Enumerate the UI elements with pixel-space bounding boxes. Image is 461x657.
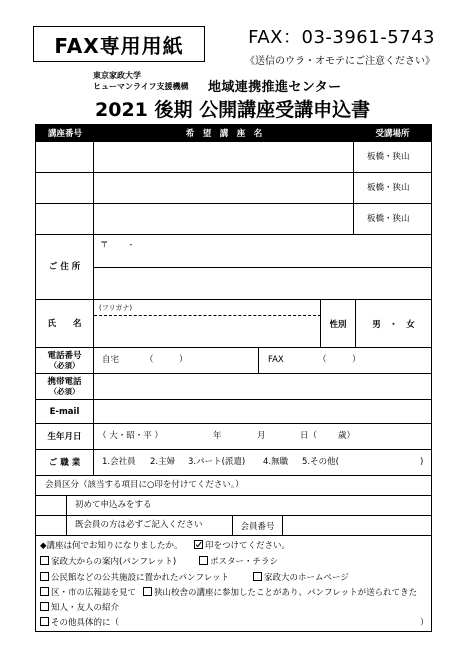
checked-box-icon bbox=[194, 540, 203, 549]
referral-option bbox=[40, 617, 119, 629]
referral-option-label: その他具体的に（ bbox=[51, 618, 120, 628]
age-unit: 歳） bbox=[338, 431, 356, 441]
checkbox-icon bbox=[40, 572, 49, 581]
venue-options: 板橋・狭山 bbox=[367, 183, 410, 193]
occupation-option: 1.会社員 bbox=[102, 457, 136, 467]
referral-option-label: 知人・友人の紹介 bbox=[51, 603, 120, 613]
year-unit: 年 bbox=[213, 431, 222, 441]
birthdate-label-text: 生年月日 bbox=[47, 431, 82, 442]
furigana-label: (フリガナ) bbox=[99, 304, 133, 312]
venue-options: 板橋・狭山 bbox=[367, 152, 410, 162]
address-label-text: ご 住 所 bbox=[48, 262, 81, 272]
membership-heading-row bbox=[36, 476, 431, 496]
gender-label: 性別 bbox=[321, 300, 356, 347]
referral-option-label: 公民館などの公共施設に置かれたパンフレット bbox=[51, 573, 230, 583]
referral-option bbox=[199, 556, 278, 568]
column-header-venue: 受講場所 bbox=[375, 129, 410, 139]
postal-mark: 〒 bbox=[100, 240, 109, 250]
name-label-text: 氏 名 bbox=[47, 318, 82, 329]
occupation-option: 2.主婦 bbox=[150, 457, 176, 467]
day-unit: 日（ bbox=[300, 431, 318, 441]
referral-option bbox=[40, 572, 229, 584]
fax-number: FAX：03-3961-5743 bbox=[248, 27, 435, 48]
first-time-mark-cell bbox=[36, 496, 67, 515]
occupation-other-close: ) bbox=[420, 457, 424, 467]
address-row bbox=[36, 235, 431, 300]
org-university: 東京家政大学 bbox=[93, 71, 141, 80]
column-header-course-number: 講座番号 bbox=[47, 129, 82, 139]
referral-other-close: ） bbox=[420, 618, 429, 628]
referral-option bbox=[40, 587, 136, 599]
gender-options: 男 ・ 女 bbox=[372, 319, 415, 330]
postal-code-field bbox=[100, 239, 132, 251]
application-table bbox=[35, 124, 432, 632]
fax-notice: 《送信のウラ・オモテにご注意ください》 bbox=[245, 56, 435, 67]
phone-divider-line bbox=[258, 348, 259, 373]
month-unit: 月 bbox=[257, 431, 266, 441]
member-number-label: 会員番号 bbox=[232, 516, 283, 535]
course-number-cell bbox=[36, 173, 94, 203]
referral-question: ◆講座は何でお知りになりましたか。 bbox=[40, 541, 183, 551]
table-header-row bbox=[36, 125, 431, 142]
occupation-option: 5.その他( bbox=[302, 457, 339, 467]
venue-options: 板橋・狭山 bbox=[367, 214, 410, 224]
referral-option bbox=[40, 556, 176, 568]
org-center: 地域連携推進センター bbox=[208, 80, 342, 95]
first-time-row bbox=[36, 496, 431, 516]
phone-label bbox=[36, 348, 94, 373]
checkbox-icon bbox=[143, 587, 152, 596]
birthdate-label bbox=[36, 424, 94, 449]
email-row bbox=[36, 400, 431, 424]
course-number-cell bbox=[36, 204, 94, 234]
occupation-option: 4.無職 bbox=[263, 457, 289, 467]
era-options: （ 大・昭・平 ） bbox=[98, 431, 163, 441]
postal-dash: - bbox=[129, 240, 133, 250]
fax-area-code-parens: （ ） bbox=[318, 355, 361, 365]
referral-option-label: 家政大からの案内(パンフレット) bbox=[51, 557, 177, 567]
fax-only-label: FAX専用用紙 bbox=[33, 26, 205, 62]
course-row bbox=[36, 204, 431, 235]
course-name-cell bbox=[94, 173, 354, 203]
referral-instruction-text: 印をつけてください。 bbox=[205, 541, 291, 551]
home-area-code-parens: （ ） bbox=[145, 355, 188, 365]
course-name-cell bbox=[94, 204, 354, 234]
fax-phone-label: FAX bbox=[268, 355, 284, 365]
column-header-course-name: 希 望 講 座 名 bbox=[185, 129, 263, 139]
referral-option-label: ポスター・チラシ bbox=[210, 557, 279, 567]
name-row bbox=[36, 300, 431, 348]
phone-required-note: （必須） bbox=[49, 360, 80, 370]
org-institute: ヒューマンライフ支援機構 bbox=[93, 82, 189, 91]
course-row bbox=[36, 142, 431, 173]
phone-row bbox=[36, 348, 431, 374]
mobile-required-note: （必須） bbox=[49, 386, 80, 396]
membership-heading: 会員区分（該当する項目に○印を付けてください。） bbox=[45, 480, 244, 490]
referral-option-label: 家政大のホームページ bbox=[264, 573, 349, 583]
occupation-label-text: ご 職 業 bbox=[48, 457, 81, 468]
phone-label-text: 電話番号 bbox=[47, 350, 82, 361]
email-label bbox=[36, 400, 94, 423]
existing-member-label: 既会員の方は必ずご記入ください bbox=[75, 520, 203, 530]
checkbox-icon bbox=[40, 602, 49, 611]
referral-option bbox=[40, 602, 119, 614]
referral-option-label: 区・市の広報誌を見て bbox=[51, 588, 137, 598]
course-row bbox=[36, 173, 431, 204]
mobile-label bbox=[36, 374, 94, 399]
referral-option-label: 狭山校舎の講座に参加したことがあり、パンフレットが送られてきた bbox=[154, 588, 418, 598]
furigana-divider-line bbox=[94, 315, 321, 316]
checkbox-icon bbox=[40, 556, 49, 565]
checkbox-icon bbox=[199, 556, 208, 565]
occupation-option: 3.パート(派遣) bbox=[188, 457, 246, 467]
existing-member-mark-cell bbox=[36, 516, 67, 535]
checkbox-icon bbox=[40, 617, 49, 626]
first-time-label: 初めて申込みをする bbox=[75, 500, 152, 510]
home-phone-label: 自宅 bbox=[102, 355, 120, 365]
occupation-row bbox=[36, 450, 431, 476]
email-label-text: E-mail bbox=[49, 406, 80, 417]
referral-section bbox=[36, 536, 431, 631]
name-label bbox=[36, 300, 94, 347]
form-title: 2021 後期 公開講座受講申込書 bbox=[95, 99, 371, 121]
referral-instruction bbox=[194, 540, 290, 552]
course-number-cell bbox=[36, 142, 94, 172]
address-divider-line bbox=[94, 267, 431, 268]
existing-member-row bbox=[36, 516, 431, 536]
checkbox-icon bbox=[253, 572, 262, 581]
mobile-label-text: 携帯電話 bbox=[47, 376, 82, 387]
birthdate-row bbox=[36, 424, 431, 450]
occupation-label bbox=[36, 450, 94, 475]
mobile-row bbox=[36, 374, 431, 400]
address-label bbox=[36, 235, 94, 299]
referral-option bbox=[143, 587, 417, 599]
checkbox-icon bbox=[40, 587, 49, 596]
course-name-cell bbox=[94, 142, 354, 172]
referral-option bbox=[253, 572, 349, 584]
